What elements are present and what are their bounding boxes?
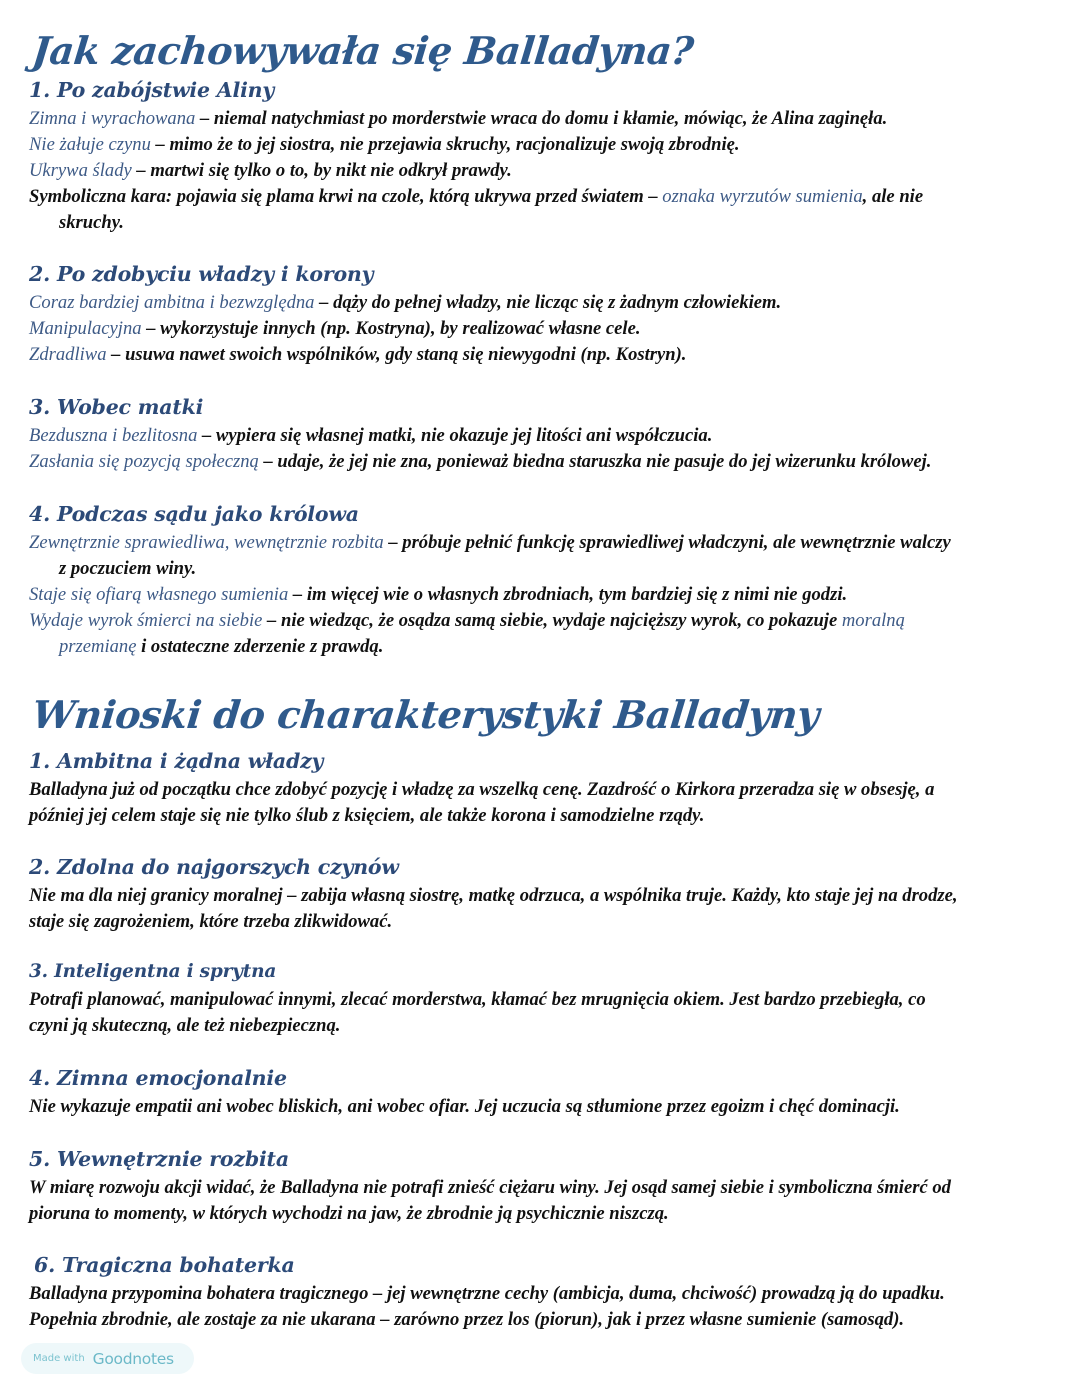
highlight-text: Zewnętrznie sprawiedliwa, wewnętrznie rozbita: [29, 532, 384, 553]
main-title: Jak zachowywała się Balladyna?: [30, 28, 696, 73]
list-item: [29, 184, 1066, 210]
list-item: [29, 423, 1066, 449]
section-heading-4: 4. Podczas sądu jako królowa: [29, 502, 359, 526]
body-text: – wypiera się własnej matki, nie okazuje jej litości ani współczucia.: [197, 425, 713, 446]
conclusion-paragraph-4: [29, 1094, 1069, 1120]
highlight-text: Zimna i wyrachowana: [29, 108, 196, 129]
list-item: [29, 342, 1066, 368]
conclusion-paragraph-2: [29, 883, 1069, 935]
highlight-text: Staje się ofiarą własnego sumienia: [29, 584, 289, 605]
body-text: – wykorzystuje innych (np. Kostryna), by realizować własne cele.: [141, 318, 641, 339]
made-with-goodnotes-badge: [21, 1343, 194, 1374]
conclusion-heading-6: 6. Tragiczna bohaterka: [34, 1253, 295, 1277]
paragraph-line: Nie ma dla niej granicy moralnej – zabija własną siostrę, matkę odrzuca, a wspólnika truje. Każdy, kto staje jej na drodze,: [29, 885, 958, 906]
highlight-text: Ukrywa ślady: [29, 160, 132, 181]
conclusions-title: Wnioski do charakterystyki Balladyny: [30, 692, 822, 737]
paragraph-line: staje się zagrożeniem, które trzeba zlikwidować.: [29, 911, 393, 932]
highlight-text: oznaka wyrzutów sumienia: [662, 186, 863, 207]
section-heading-3: 3. Wobec matki: [29, 395, 204, 419]
highlight-text: Wydaje wyrok śmierci na siebie: [29, 610, 263, 631]
body-text: skruchy.: [59, 212, 124, 233]
highlight-text: moralną: [841, 610, 905, 631]
list-item: [29, 582, 1066, 608]
conclusion-heading-5: 5. Wewnętrznie rozbita: [29, 1147, 289, 1171]
list-item: [29, 608, 1066, 634]
conclusion-heading-4: 4. Zimna emocjonalnie: [29, 1066, 287, 1090]
body-text: – dąży do pełnej władzy, nie licząc się z żadnym człowiekiem.: [314, 292, 782, 313]
conclusion-heading-3: 3. Inteligentna i sprytna: [29, 961, 277, 982]
list-item: [29, 106, 1066, 132]
list-item: [29, 530, 1066, 556]
body-text: – mimo że to jej siostra, nie przejawia skruchy, racjonalizuje swoją zbrodnię.: [150, 134, 740, 155]
conclusion-paragraph-3: [29, 987, 1069, 1039]
highlight-text: przemianę: [59, 636, 137, 657]
paragraph-line: Potrafi planować, manipulować innymi, zlecać morderstwa, kłamać bez mrugnięcia okiem. Jest bardzo przebiegła, co: [29, 989, 926, 1010]
body-text: – martwi się tylko o to, by nikt nie odkrył prawdy.: [131, 160, 512, 181]
section-heading-1: 1. Po zabójstwie Aliny: [29, 78, 275, 102]
list-item: [29, 290, 1066, 316]
conclusion-heading-2: 2. Zdolna do najgorszych czynów: [29, 855, 399, 879]
section-heading-2: 2. Po zdobyciu władzy i korony: [29, 262, 374, 286]
body-text: i ostateczne zderzenie z prawdą.: [136, 636, 384, 657]
body-text: – nie wiedząc, że osądza samą siebie, wydaje najcięższy wyrok, co pokazuje: [262, 610, 842, 631]
body-text: – niemal natychmiast po morderstwie wraca do domu i kłamie, mówiąc, że Alina zaginęła.: [195, 108, 888, 129]
conclusion-paragraph-6: [29, 1281, 1069, 1333]
body-text: , ale nie: [862, 186, 924, 207]
body-text: – usuwa nawet swoich wspólników, gdy staną się niewygodni (np. Kostryn).: [106, 344, 687, 365]
paragraph-line: Popełnia zbrodnie, ale zostaje za nie ukarana – zarówno przez los (piorun), jak i przez własne sumienie (samosąd).: [29, 1309, 905, 1330]
highlight-text: Coraz bardziej ambitna i bezwzględna: [29, 292, 315, 313]
body-text: z poczuciem winy.: [59, 558, 197, 579]
body-text: – udaje, że jej nie zna, ponieważ biedna staruszka nie pasuje do jej wizerunku królowej.: [258, 451, 932, 472]
paragraph-line: pioruna to momenty, w których wychodzi na jaw, że zbrodnie ją psychicznie niszczą.: [29, 1203, 669, 1224]
highlight-text: Zdradliwa: [29, 344, 107, 365]
list-item-continuation: [59, 210, 1066, 236]
paragraph-line: Balladyna przypomina bohatera tragicznego – jej wewnętrzne cechy (ambicja, duma, chciwość) prowadzą ją do upadku.: [29, 1283, 945, 1304]
body-text: Symboliczna kara: pojawia się plama krwi na czole, którą ukrywa przed światem –: [29, 186, 663, 207]
conclusion-paragraph-1: [29, 777, 1069, 829]
highlight-text: Manipulacyjna: [29, 318, 142, 339]
paragraph-line: Balladyna już od początku chce zdobyć pozycję i władzę za wszelką cenę. Zazdrość o Kirkora przeradza się w obsesję, a: [29, 779, 935, 800]
conclusion-heading-1: 1. Ambitna i żądna władzy: [29, 749, 324, 773]
made-with-label: Made with: [33, 1353, 85, 1364]
list-item: [29, 316, 1066, 342]
highlight-text: Nie żałuje czynu: [29, 134, 151, 155]
conclusion-paragraph-5: [29, 1175, 1069, 1227]
list-item: [29, 449, 1066, 475]
highlight-text: Bezduszna i bezlitosna: [29, 425, 198, 446]
list-item-continuation: [59, 634, 1066, 660]
list-item: [29, 158, 1066, 184]
body-text: – im więcej wie o własnych zbrodniach, tym bardziej się z nimi nie godzi.: [288, 584, 848, 605]
paragraph-line: później jej celem staje się nie tylko ślub z księciem, ale także korona i samodzielne rządy.: [29, 805, 705, 826]
highlight-text: Zasłania się pozycją społeczną: [29, 451, 259, 472]
body-text: – próbuje pełnić funkcję sprawiedliwej władczyni, ale wewnętrznie walczy: [383, 532, 951, 553]
paragraph-line: W miarę rozwoju akcji widać, że Balladyna nie potrafi znieść ciężaru winy. Jej osąd samej siebie i symboliczna śmierć od: [29, 1177, 951, 1198]
list-item-continuation: [59, 556, 1066, 582]
goodnotes-logo: Goodnotes: [92, 1349, 174, 1368]
list-item: [29, 132, 1066, 158]
paragraph-line: czyni ją skuteczną, ale też niebezpieczną.: [29, 1015, 341, 1036]
paragraph-line: Nie wykazuje empatii ani wobec bliskich, ani wobec ofiar. Jej uczucia są stłumione przez egoizm i chęć dominacji.: [29, 1096, 900, 1117]
